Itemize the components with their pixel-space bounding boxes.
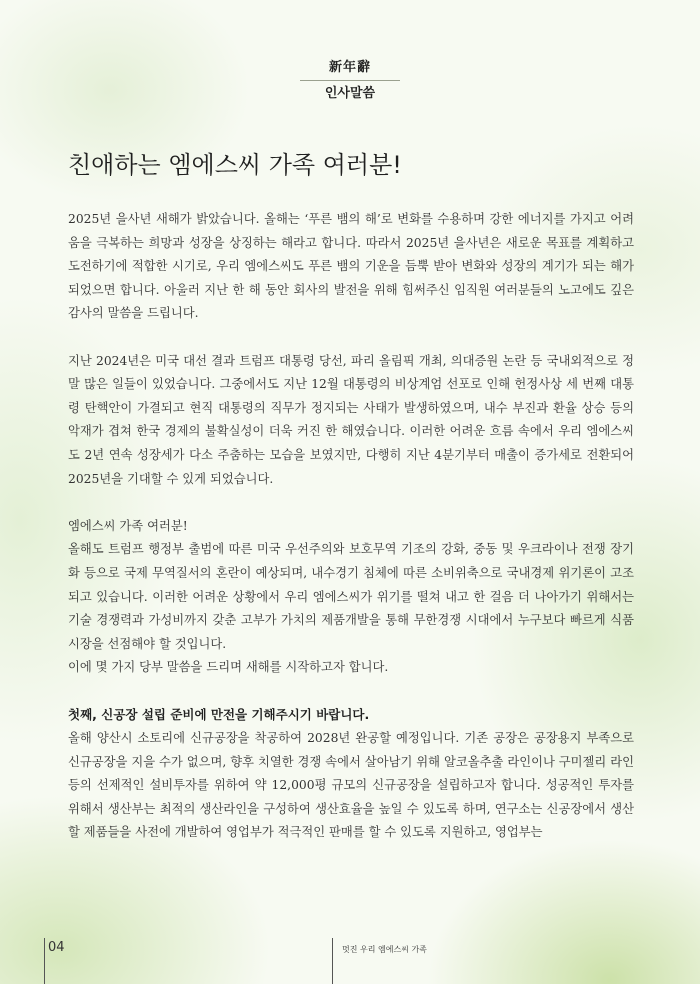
header-title: 인사말씀 (324, 86, 376, 101)
section-first-title: 첫째, 신공장 설립 준비에 만전을 기해주시기 바랍니다. (68, 707, 370, 723)
header-hanja: 新年辭 (328, 60, 371, 75)
paragraph-outlook: 올해도 트럼프 행정부 출범에 따른 미국 우선주의와 보호무역 기조의 강화, 중동 및 우크라이나 전쟁 장기화 등으로 국제 무역질서의 혼란이 예상되며, 내수경기 침체에 따른 소비위축으로 국내경제 위기론이 고조되고 있습니다. 이러한 어려운 상황에서 우리 엠에스씨가 위기를 떨쳐 내고 한 걸음 더 나아가기 위해서는 기술 경쟁력과 가성비까지 갖춘 고부가 가치의 제품개발을 통해 무한경쟁 시대에서 누구보다 빠르게 식품시장을 선점해야 할 것입니다. (68, 542, 634, 651)
paragraph-intro: 2025년 을사년 새해가 밝았습니다. 올해는 ‘푸른 뱀의 해’로 변화를 수용하며 강한 에너지를 가지고 어려움을 극복하는 희망과 성장을 상징하는 해라고 합니다. 따라서 2025년 을사년은 새로운 목표를 계획하고 도전하기에 적합한 시기로, 우리 엠에스씨도 푸른 뱀의 기운을 듬뿍 받아 변화와 성장의 계기가 되는 해가 되었으면 합니다. 아울러 지난 한 해 동안 회사의 발전을 위해 힘써주신 임직원 여러분들의 노고에도 깊은 감사의 말씀을 드립니다. (68, 212, 634, 321)
footer-divider-left (44, 938, 45, 984)
paragraph-salutation: 엠에스씨 가족 여러분! (68, 518, 188, 533)
greeting-heading: 친애하는 엠에스씨 가족 여러분! (68, 151, 402, 179)
section-header (0, 58, 700, 104)
letter-body (68, 208, 634, 845)
paragraph-review: 지난 2024년은 미국 대선 결과 트럼프 대통령 당선, 파리 올림픽 개최, 의대증원 논란 등 국내외적으로 정말 많은 일들이 있었습니다. 그중에서도 지난 12월 대통령의 비상계엄 선포로 인해 헌정사상 세 번째 대통령 탄핵안이 가결되고 현직 대통령의 직무가 정지되는 사태가 발생하였으며, 내수 부진과 환율 상승 등의 악재가 겹쳐 한국 경제의 불확실성이 더욱 커진 한 해였습니다. 이러한 어려운 흐름 속에서 우리 엠에스씨도 2년 연속 성장세가 다소 주춤하는 모습을 보였지만, 다행히 지난 4분기부터 매출이 증가세로 전환되어 2025년을 기대할 수 있게 되었습니다. (68, 353, 634, 486)
paragraph-transition: 이에 몇 가지 당부 말씀을 드리며 새해를 시작하고자 합니다. (68, 660, 389, 675)
section-first-text: 올해 양산시 소토리에 신규공장을 착공하여 2028년 완공할 예정입니다. 기존 공장은 공장용지 부족으로 신규공장을 지을 수가 없으며, 향후 치열한 경쟁 속에서 살아남기 위해 알코올추출 라인이나 구미젤리 라인 등의 선제적인 설비투자를 위하여 약 12,000평 규모의 신규공장을 설립하고자 합니다. 성공적인 투자를 위해서 생산부는 최적의 생산라인을 구성하여 생산효율을 높일 수 있도록 하며, 연구소는 신공장에서 생산할 제품들을 사전에 개발하여 영업부가 적극적인 판매를 할 수 있도록 지원하고, 영업부는 (68, 731, 634, 840)
footer-divider-middle (332, 938, 333, 984)
header-divider (300, 80, 400, 81)
page-number: 04 (48, 940, 65, 955)
publication-title: 멋진 우리 엠에스씨 가족 (342, 945, 427, 954)
